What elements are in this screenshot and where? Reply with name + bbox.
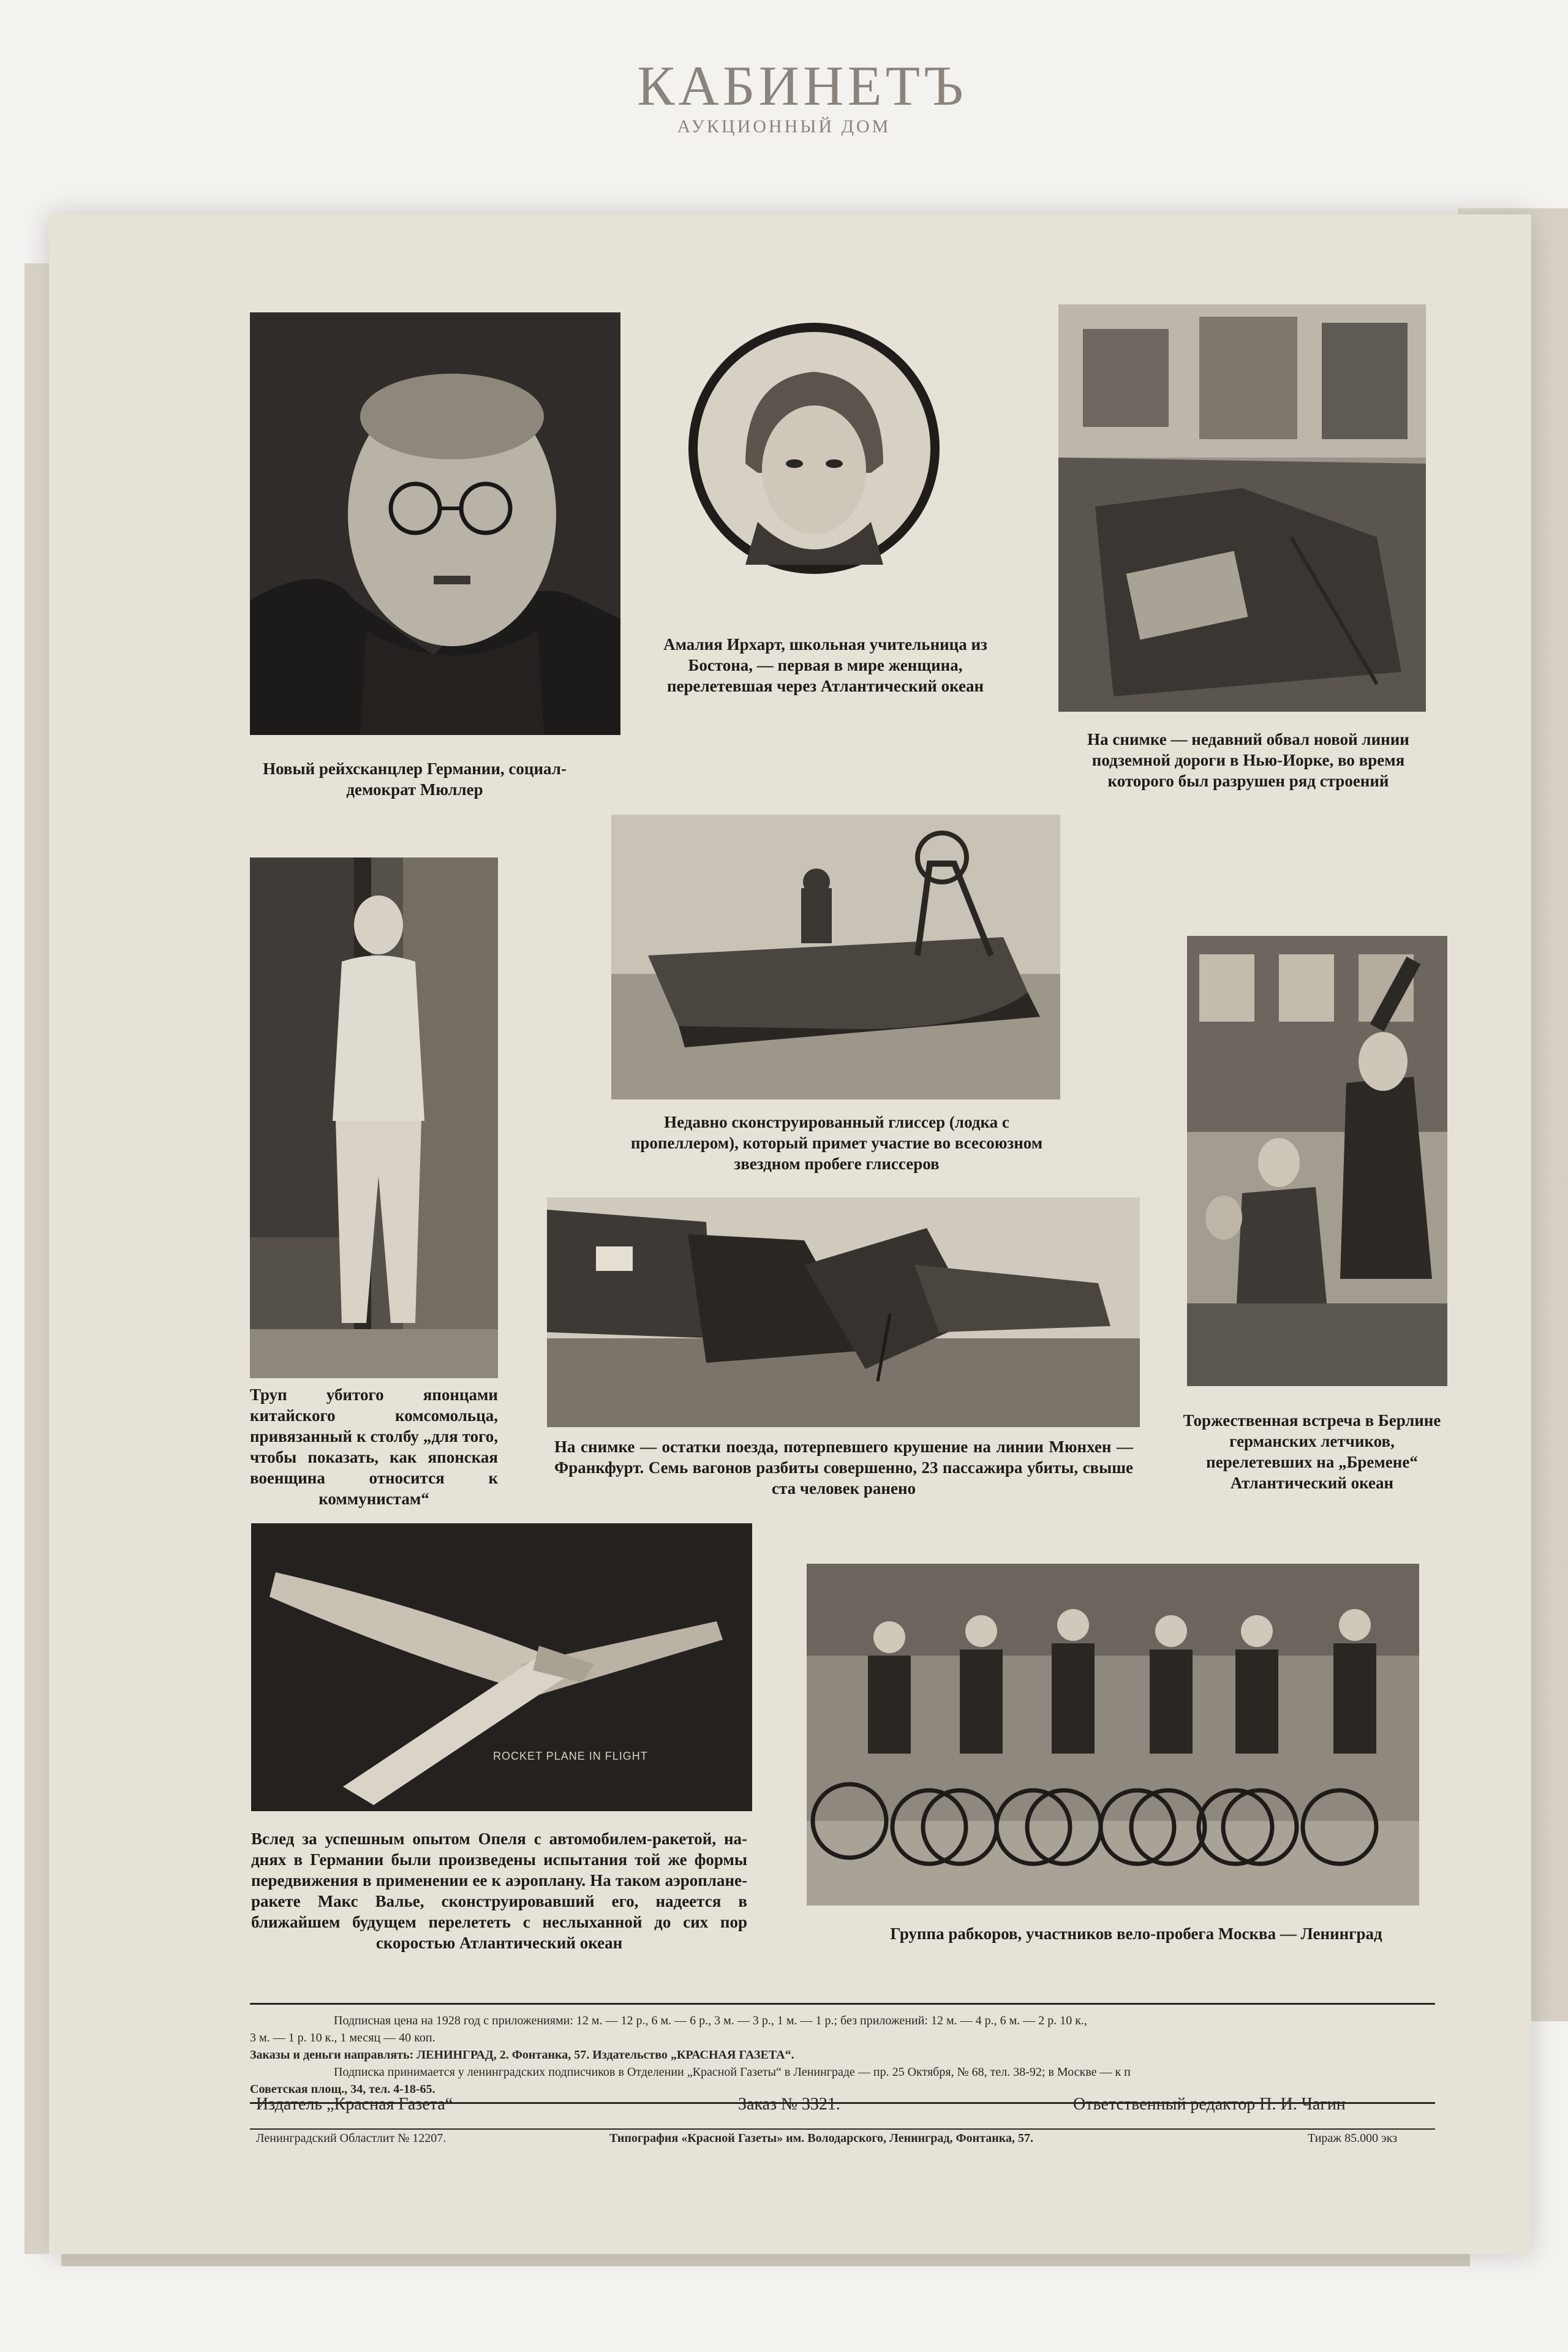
caption-ny-collapse: На снимке — недавний обвал новой линии подземной дороги в Нью-Иорке, во время которого был разрушен ряд строений xyxy=(1087,730,1409,790)
footer-subscription-line-2: 3 м. — 1 р. 10 к., 1 месяц — 40 коп. xyxy=(250,2031,435,2045)
photo-muller-portrait xyxy=(250,312,620,735)
rocket-plane-inset-label: ROCKET PLANE IN FLIGHT xyxy=(493,1750,648,1762)
footer-orders-line: Заказы и деньги направлять: ЛЕНИНГРАД, 2. Фонтанка, 57. Издательство „КРАСНАЯ ГАЗЕТА“. xyxy=(250,2048,794,2062)
footer-subscription-line-4: Советская площ., 34, тел. 4-18-65. xyxy=(250,2082,435,2096)
watermark-subtitle: АУКЦИОННЫЙ ДОМ xyxy=(677,116,891,137)
photo-berlin-reception xyxy=(1187,936,1447,1386)
footer-printing: Типография «Красной Газеты» им. Володарского, Ленинград, Фонтанка, 57. xyxy=(609,2132,1034,2145)
caption-train: На снимке — остатки поезда, потерпевшего крушение на линии Мюнхен — Франкфурт. Семь вагонов разбиты совершенно, 23 пассажира убиты, свыше ста человек ранено xyxy=(554,1438,1133,1498)
footer-subscription-line-3: Подписка принимается у ленинградских подписчиков в Отделении „Красной Газеты“ в Ленинграде — пр. 25 Октября, № 68, тел. 38-92; в Москве — к п xyxy=(334,2065,1131,2079)
photo-ny-collapse xyxy=(1058,304,1426,712)
photo-komsomol xyxy=(250,858,498,1378)
footer-circulation: Тираж 85.000 экз xyxy=(1308,2132,1398,2145)
footer-order-number: Заказ № 3321. xyxy=(738,2095,840,2114)
caption-cyclists: Группа рабкоров, участников вело-пробега Москва — Ленинград xyxy=(890,1924,1382,1943)
footer-rule-bottom xyxy=(250,2128,1435,2130)
photo-train-wreck xyxy=(547,1197,1140,1427)
auction-watermark xyxy=(637,55,967,137)
footer-rule-top xyxy=(250,2003,1435,2005)
photo-rocket-plane xyxy=(251,1523,752,1811)
caption-glider: Недавно сконструированный глиссер (лодка с пропеллером), который примет участие во всесоюзном звездном пробеге глиссеров xyxy=(630,1113,1043,1173)
watermark-title: КАБИНЕТЪ xyxy=(637,55,967,117)
footer-oblit: Ленинградский Областлит № 12207. xyxy=(256,2132,447,2145)
caption-berlin: Торжественная встреча в Берлине германских летчиков, перелетевших на „Бремене“ Атлантический океан xyxy=(1183,1411,1441,1492)
footer-editor: Ответственный редактор П. И. Чагин xyxy=(1073,2095,1346,2114)
footer-publisher: Издатель „Красная Газета“ xyxy=(256,2095,453,2114)
caption-rocket-plane: Вслед за успешным опытом Опеля с автомобилем-ракетой, на-днях в Германии были произведены испытания той же формы передвижения в применении ее к аэроплану. На таком аэроплане-ракете Макс Валье, сконструировавший его, надеется в ближайшем будущем перелететь с неслыханной до сих пор скоростью Атлантический океан xyxy=(251,1830,747,1952)
photo-cyclists xyxy=(807,1564,1419,1905)
photo-glider-boat xyxy=(611,815,1060,1099)
footer-subscription-line-1: Подписная цена на 1928 год с приложениями: 12 м. — 12 р., 6 м. — 6 р., 3 м. — 3 р., 1 м. — 1 р.; без приложений: 12 м. — 4 р., 6 м. — 2 р. 10 к., xyxy=(334,2014,1087,2027)
caption-earhart: Амалия Ирхарт, школьная учительница из Бостона, — первая в мире женщина, перелетевшая через Атлантический океан xyxy=(663,635,987,695)
caption-muller: Новый рейхсканцлер Германии, социал-демократ Мюллер xyxy=(263,760,567,799)
caption-komsomol: Труп убитого японцами китайского комсомольца, привязанный к столбу „для того, чтобы показать, как японская военщина относится к коммунистам“ xyxy=(250,1385,498,1508)
photo-earhart-portrait xyxy=(687,320,941,577)
